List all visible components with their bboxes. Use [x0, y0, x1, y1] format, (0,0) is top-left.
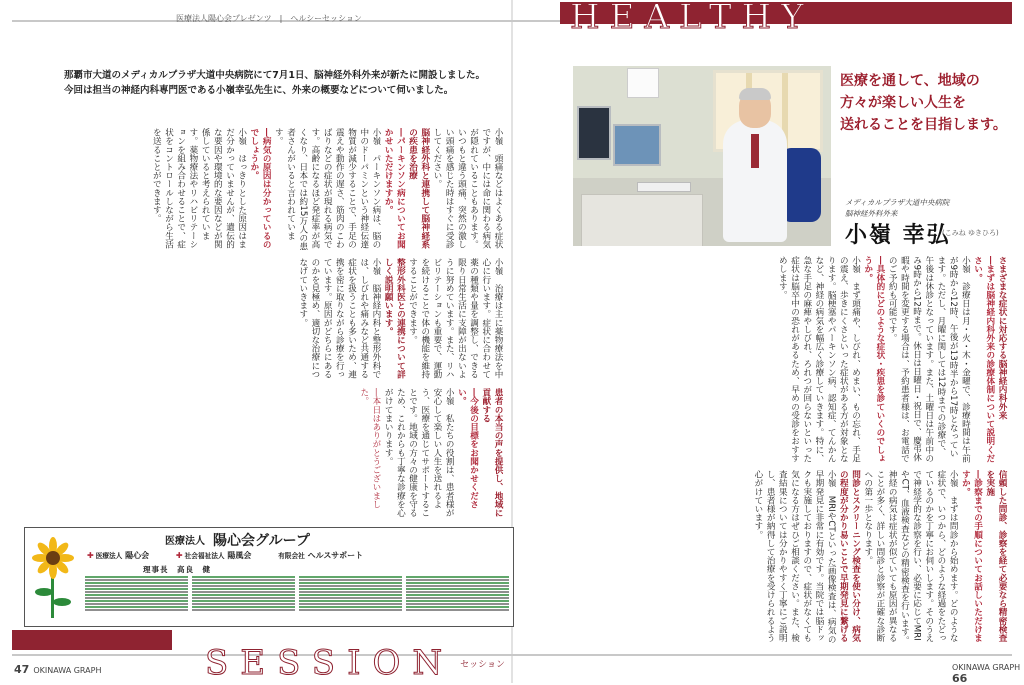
section-heading: 脳神経外科と連携して脳神経系の疾患を治療	[407, 128, 430, 249]
entity-yofukai: ✚ 社会福祉法人 陽風会	[175, 551, 252, 560]
monitor-icon	[577, 106, 611, 160]
body-text: 小嶺 頭痛などはよくある症状ですが、中には命に関わる病気が隠れていることもあります。いつもと違う頭痛、突然の激しい頭痛を感じた時はすぐに受診してください。	[431, 128, 503, 249]
footer-red-band	[12, 630, 172, 650]
question: ―診察までの手順についてお話しいただけますか。	[960, 470, 983, 642]
section-heading: 整形外科医との連携について詳しく説明願います。	[383, 258, 406, 379]
right-page-upper-text	[578, 256, 1008, 464]
section-heading: 信頼した問診、診察を経て必要なら精密検査を実施	[984, 470, 1007, 642]
section-heading: 問診とスクリーニング検査を使い分け、病気の程度が分かり易いことで早期発見に繋げる	[838, 470, 861, 642]
entity-yoshinkai: ✚ 医療法人 陽心会	[87, 551, 150, 560]
lead-line: 那覇市大道のメディカルプラザ大道中央病院にて7月1日、脳神経外科外来が新たに開設しました。	[64, 70, 485, 81]
section-heading: さまざまな症状に対応する脳神経内科外来	[997, 256, 1007, 420]
body-text: 小嶺 はっきりとした原因はまだ分かっていませんが、遺伝的な要因や環境的な要因などが関係していると考えられています。薬物療法やリハビリテーションを組み合わせることで、症状をコントロールしながら生活を送ることができます。	[151, 128, 247, 249]
ad-entities	[87, 550, 387, 561]
keyboard-icon	[637, 182, 691, 192]
question: ―具体的にどのような症状・疾患を診ていくのでしょうか。	[862, 256, 885, 463]
body-text: 小嶺 まずは問診から始めます。どのような症状で、いつから、どのような経過をたどっているのかを丁寧にお伺いします。そのうえで神経学的な診察を行い、必要に応じてMRIやCT、血液検査などの精密検査を行います。神経の病気は症状が似ていても原因が異なることが多く、詳しい問診と診察が正確な診断への第一歩となります。	[862, 470, 959, 645]
monitor-icon	[613, 124, 661, 166]
sunflower-icon	[31, 536, 75, 620]
section-heading: 患者の本当の声を提供し、地域に貢献する	[480, 388, 503, 517]
right-page-lower-text	[578, 470, 1008, 648]
ad-title: 陽心会グループ	[213, 533, 310, 549]
left-page-upper-text	[64, 128, 504, 252]
group-advertisement	[24, 527, 514, 627]
ad-chairman: 理事長 高良 健	[143, 565, 211, 574]
question: ―まずは脳神経内科外来の診療体制について説明ください。	[972, 256, 995, 463]
ad-facility-list	[85, 576, 509, 622]
session-title: SESSION セッション	[205, 643, 505, 683]
body-text: 小嶺 脳神経内科と整形外科では、しびれや痛みなど共通する症状を扱うことも多いため、連携を密に取りながら診療を行っています。原因がどちらにあるのかを見極め、適切な治療につなげていきます。	[297, 258, 381, 379]
catch-copy: 医療を通して、地域の 方々が楽しい人生を 送れることを目指します。	[840, 73, 1007, 133]
body-text: 小嶺 パーキンソン病は、脳の中のドーパミンという神経伝達物質が減少することで、手足の震えや動作の遅さ、筋肉のこわばりなどの症状が現れる病気です。高齢になるほど発症率が高くなり、日本では約15万人の患者さんがいると言われています。	[273, 128, 381, 251]
left-page-middle-text	[64, 258, 504, 384]
ad-title-prefix: 医療法人	[165, 536, 205, 547]
page-number-left: 47 OKINAWA GRAPH	[14, 663, 102, 676]
question: ―今後の目標をお聞かせください。	[456, 388, 479, 509]
body-text: 小嶺 診療日は月・火・木・金曜で、診療時間は午前が9時から12時、午後が13時半から17時となっています。ただし、月曜に関しては12時までの診療で、午後は休診となっています。また、土曜日は午前中のみ9時から12時まで。休日は日曜日・祝日で、慶弔休暇や時間を変更する場合は、予約患者様は、お電話でのご予約も可能です。	[887, 256, 971, 463]
body-text: 小嶺 まず頭痛や、しびれ、めまい、もの忘れ、手足の震え、歩きにくさといった症状がある方が対象となります。脳梗塞やパーキンソン病、認知症、てんかんなど、神経の病気を幅広く診療していきます。特に、急な手足の麻痺やしびれ、ろれつが回らないといった症状は脳卒中の恐れがあるため、早めの受診をおすすめします。	[777, 256, 861, 463]
body-text: 小嶺 治療は主に薬物療法を中心に行います。症状に合わせて薬の種類や量を調整し、できる限り日常生活に支障が出ないように努めています。また、リハビリテーションも重要で、運動を続けることで体の機能を維持することができます。	[407, 258, 503, 379]
body-text: 小嶺 MRIやCTといった画像検査は、病気の早期発見に非常に有効です。当院では脳ドックも実施しておりますので、症状がなくても気になる方はぜひご相談ください。また、検査結果については分かりやすく丁寧にご説明し、患者様が納得して治療を受けられるよう心がけています。	[752, 470, 837, 644]
calendar-icon	[627, 68, 659, 98]
page-number-right: OKINAWA GRAPH 66	[952, 663, 1021, 685]
left-page-lower-text	[64, 388, 504, 520]
question: ―パーキンソン病についてお聞かせいただけますか。	[383, 128, 406, 249]
footer-rule	[12, 654, 1012, 656]
doctor-affiliation: メディカルプラザ大道中央病院 脳神経外科外来	[845, 198, 950, 218]
lead-line: 今回は担当の神経内科専門医である小嶺幸弘先生に、外来の概要などについて伺いました。	[64, 85, 454, 96]
chair-icon	[781, 148, 821, 222]
entity-health-support: 有限会社 ヘルスサポート	[278, 551, 364, 560]
doctor-name-kana: (こみね ゆきひろ)	[942, 229, 999, 237]
question: ―病気の原因は分かっているのでしょうか。	[248, 128, 272, 249]
closing-line: ―本日はありがとうございました。	[358, 388, 381, 509]
body-text: 小嶺 私たちの役割は、患者様が安心して楽しい人生を送れるよう、医療を通じてサポートすることです。地域の方々の健康を守るため、これからも丁寧な診療を心がけてまいります。	[383, 388, 455, 517]
header-credit: 医療法人陽心会プレゼンツ | ヘルシーセッション	[176, 14, 362, 23]
doctor-name: 小嶺 幸弘	[845, 222, 951, 248]
healthy-title: HEALTHY	[570, 0, 814, 37]
doctor-photo	[573, 66, 831, 246]
article-lead	[64, 68, 504, 98]
